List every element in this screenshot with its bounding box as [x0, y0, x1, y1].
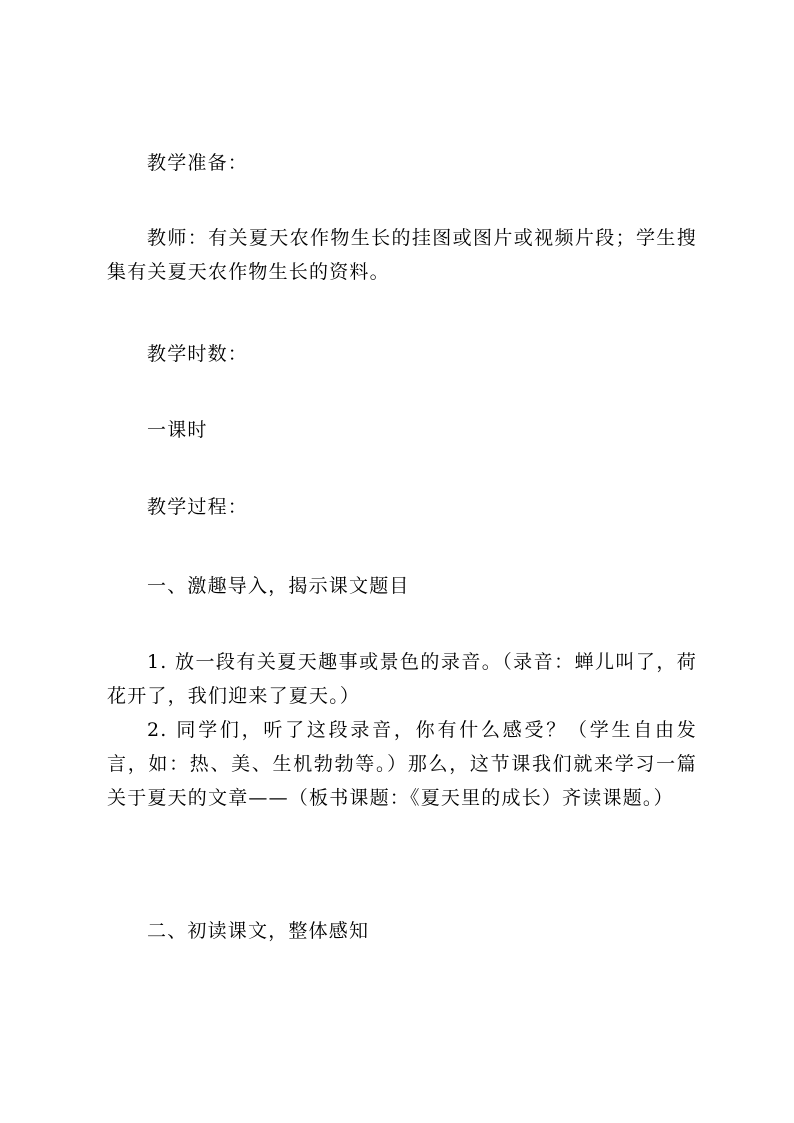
steps-list [107, 645, 697, 815]
step1-paragraph: 1. 放一段有关夏天趣事或景色的录音。（录音：蝉儿叫了，荷花开了，我们迎来了夏天。） [107, 651, 697, 707]
hours-value-section [107, 413, 697, 447]
section2 [107, 914, 697, 948]
hours-section [107, 337, 697, 371]
section1-title: 一、激趣导入，揭示课文题目 [147, 575, 410, 597]
teacher-prep-paragraph: 教师：有关夏天农作物生长的挂图或图片或视频片段；学生搜集有关夏天农作物生长的资料。 [107, 227, 697, 283]
prep-heading: 教学准备： [147, 152, 249, 174]
prep-section [107, 146, 697, 180]
process-heading: 教学过程： [147, 496, 249, 518]
hours-heading: 教学时数： [147, 343, 249, 365]
hours-value: 一课时 [147, 419, 208, 441]
section2-title: 二、初读课文，整体感知 [147, 920, 370, 942]
step2-paragraph: 2. 同学们，听了这段录音，你有什么感受？（学生自由发言，如：热、美、生机勃勃等。）那么，这节课我们就来学习一篇关于夏天的文章——（板书课题：《夏天里的成长）齐读课题。） [107, 719, 697, 809]
teacher-prep-section [107, 221, 697, 289]
section1 [107, 569, 697, 603]
process-section [107, 490, 697, 524]
